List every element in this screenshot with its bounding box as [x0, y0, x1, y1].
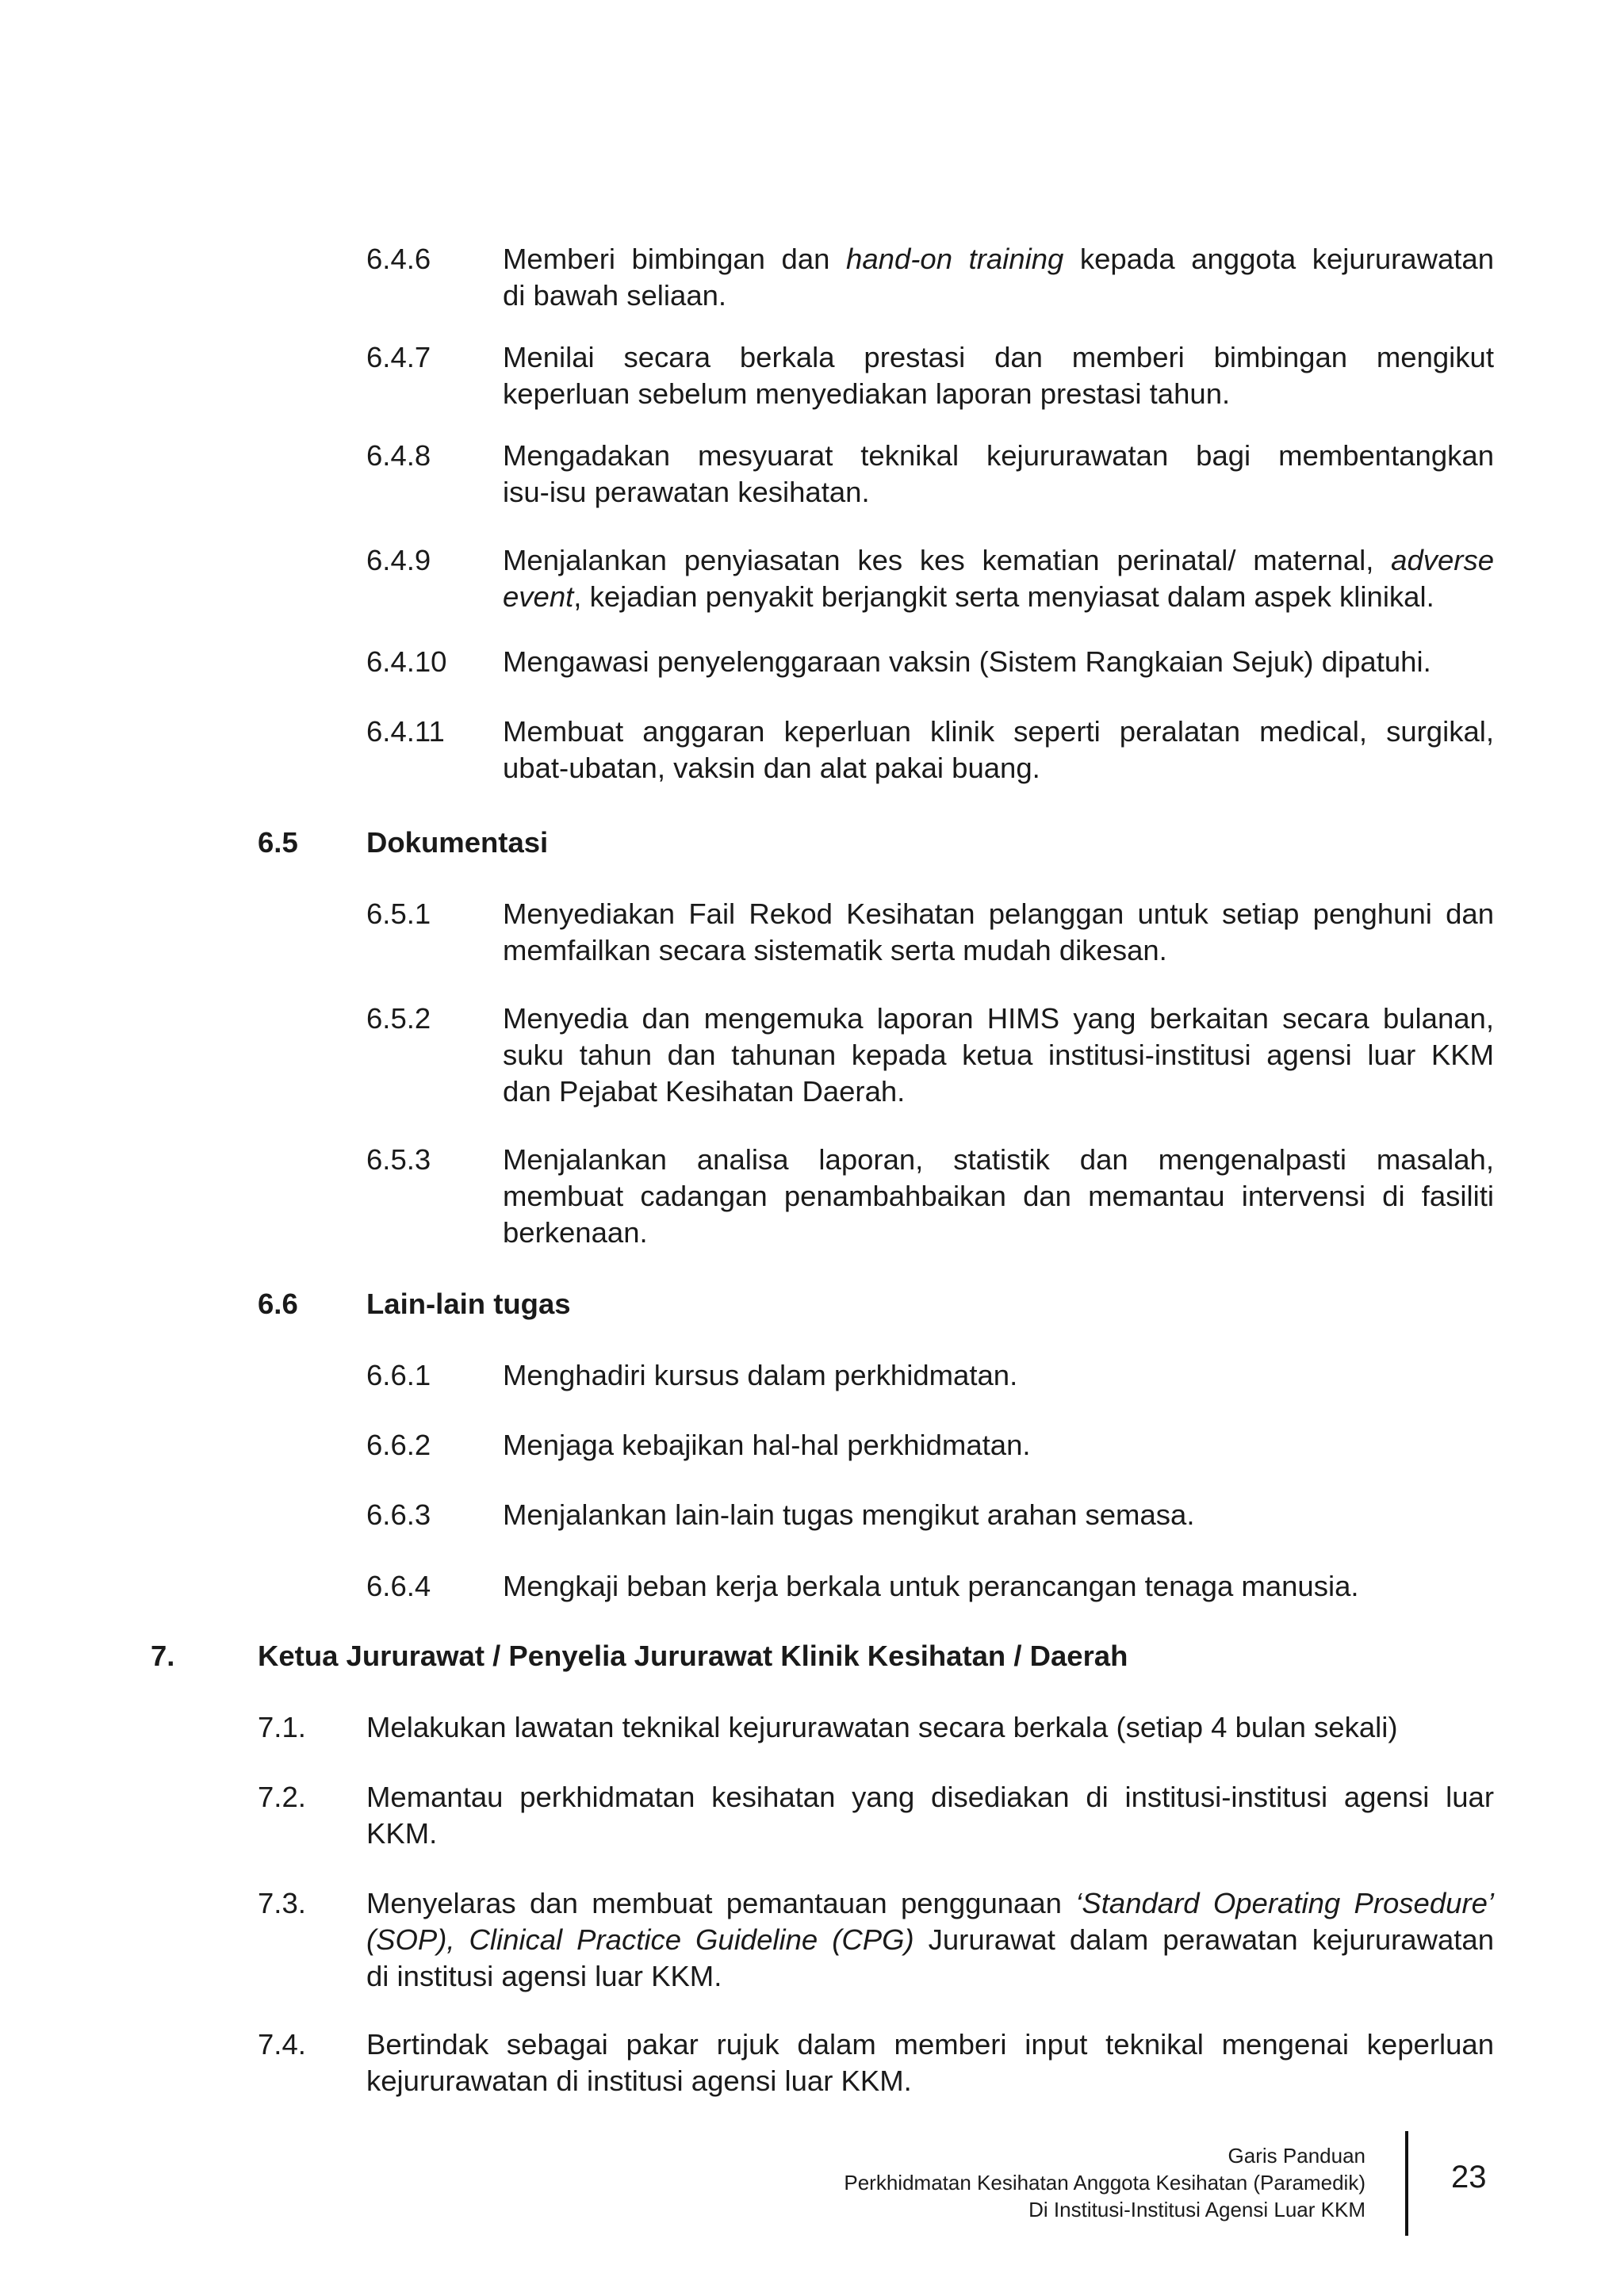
italic-segment: event — [503, 580, 574, 613]
text-line — [503, 750, 1494, 786]
page-number: 23 — [1451, 2160, 1487, 2195]
text-segment: Menyedia dan mengemuka laporan HIMS yang berkaitan secara bulanan, — [503, 1002, 1494, 1035]
item-text — [503, 714, 1494, 786]
italic-segment: hand-on training — [846, 243, 1064, 275]
text-segment: Menyediakan Fail Rekod Kesihatan pelanggan untuk setiap penghuni dan — [503, 897, 1494, 930]
item-number: 6.4.7 — [366, 341, 431, 373]
item-text — [366, 1779, 1494, 1852]
text-line — [503, 1142, 1494, 1178]
text-line — [503, 277, 1494, 314]
text-segment: ubat-ubatan, vaksin dan alat pakai buang. — [503, 752, 1040, 784]
text-segment: Menilai secara berkala prestasi dan memberi bimbingan mengikut — [503, 341, 1494, 373]
item-number: 6.4.8 — [366, 439, 431, 472]
text-segment: , kejadian penyakit berjangkit serta menyiasat dalam aspek klinikal. — [573, 580, 1434, 613]
text-segment: isu-isu perawatan kesihatan. — [503, 476, 870, 508]
text-segment: KKM. — [366, 1817, 438, 1850]
text-segment: di bawah seliaan. — [503, 279, 727, 312]
text-line — [503, 1427, 1494, 1464]
footer-divider — [1405, 2131, 1408, 2236]
item-text — [503, 1427, 1494, 1464]
text-segment: Jururawat dalam perawatan kejururawatan — [914, 1923, 1494, 1956]
text-segment: kepada anggota kejururawatan — [1063, 243, 1494, 275]
text-line — [503, 932, 1494, 969]
item-number: 7.2. — [258, 1781, 306, 1813]
text-line — [503, 1001, 1494, 1037]
text-line — [366, 1816, 1494, 1852]
text-segment: Menjaga kebajikan hal-hal perkhidmatan. — [503, 1429, 1031, 1461]
item-number: 6.4.9 — [366, 544, 431, 576]
text-line — [503, 1497, 1494, 1533]
text-segment: keperluan sebelum menyediakan laporan prestasi tahun. — [503, 377, 1231, 410]
item-text — [503, 1001, 1494, 1110]
item-text — [366, 1885, 1494, 1995]
item-text — [503, 339, 1494, 412]
section-title: Dokumentasi — [366, 826, 549, 859]
section-title: Ketua Jururawat / Penyelia Jururawat Klinik Kesihatan / Daerah — [258, 1640, 1128, 1672]
italic-segment: (SOP), Clinical Practice Guideline (CPG) — [366, 1923, 914, 1956]
item-number: 7.3. — [258, 1887, 306, 1919]
text-line — [503, 339, 1494, 376]
footer-line-2: Perkhidmatan Kesihatan Anggota Kesihatan (Paramedik) — [844, 2171, 1365, 2195]
footer-line-1: Garis Panduan — [1228, 2144, 1365, 2168]
italic-segment: ‘Standard Operating Prosedure’ — [1075, 1887, 1495, 1919]
text-segment: Mengawasi penyelenggaraan vaksin (Sistem Rangkaian Sejuk) dipatuhi. — [503, 645, 1431, 678]
text-segment: Menjalankan lain-lain tugas mengikut arahan semasa. — [503, 1498, 1195, 1531]
text-line — [366, 1922, 1494, 1958]
text-line — [503, 1073, 1494, 1110]
text-segment: Memberi bimbingan dan — [503, 243, 847, 275]
section-title: Lain-lain tugas — [366, 1288, 571, 1320]
item-number: 6.6.3 — [366, 1498, 431, 1531]
text-line — [366, 1958, 1494, 1995]
text-line — [503, 714, 1494, 750]
text-segment: memfailkan secara sistematik serta mudah dikesan. — [503, 934, 1167, 966]
text-segment: kejururawatan di institusi agensi luar KKM. — [366, 2064, 912, 2097]
item-text — [366, 2026, 1494, 2099]
text-line — [366, 1779, 1494, 1816]
item-number: 6.6.4 — [366, 1570, 431, 1602]
text-line — [366, 1885, 1494, 1922]
item-text — [503, 438, 1494, 511]
text-segment: berkenaan. — [503, 1216, 648, 1249]
text-line — [503, 1568, 1494, 1605]
text-segment: Bertindak sebagai pakar rujuk dalam memberi input teknikal mengenai keperluan — [366, 2028, 1494, 2061]
text-line — [366, 1709, 1494, 1746]
item-number: 6.4.6 — [366, 243, 431, 275]
item-number: 6.6.2 — [366, 1429, 431, 1461]
text-line — [503, 542, 1494, 579]
item-text — [503, 1357, 1494, 1394]
section-number: 6.6 — [258, 1288, 298, 1320]
text-segment: Mengkaji beban kerja berkala untuk perancangan tenaga manusia. — [503, 1570, 1359, 1602]
section-number: 6.5 — [258, 826, 298, 859]
item-number: 6.4.11 — [366, 715, 445, 748]
item-text — [503, 1497, 1494, 1533]
item-number: 7.4. — [258, 2028, 306, 2061]
footer-line-3: Di Institusi-Institusi Agensi Luar KKM — [1028, 2198, 1365, 2221]
italic-segment: adverse — [1391, 544, 1494, 576]
item-number: 6.6.1 — [366, 1359, 431, 1391]
text-line — [503, 438, 1494, 474]
footer-text — [652, 2142, 1365, 2223]
text-segment: membuat cadangan penambahbaikan dan memantau intervensi di fasiliti — [503, 1180, 1494, 1212]
text-segment: dan Pejabat Kesihatan Daerah. — [503, 1075, 906, 1108]
text-segment: di institusi agensi luar KKM. — [366, 1960, 722, 1992]
text-segment: Menyelaras dan membuat pemantauan penggunaan — [366, 1887, 1076, 1919]
text-segment: Menjalankan penyiasatan kes kes kematian perinatal/ maternal, — [503, 544, 1392, 576]
item-text — [503, 1142, 1494, 1251]
item-text — [503, 896, 1494, 969]
text-segment: Mengadakan mesyuarat teknikal kejururawatan bagi membentangkan — [503, 439, 1494, 472]
item-number: 6.5.2 — [366, 1002, 431, 1035]
text-line — [503, 1357, 1494, 1394]
item-text — [503, 241, 1494, 314]
text-segment: Membuat anggaran keperluan klinik seperti peralatan medical, surgikal, — [503, 715, 1494, 748]
item-text — [366, 1709, 1494, 1746]
text-line — [503, 644, 1494, 680]
item-text — [503, 542, 1494, 615]
item-number: 6.5.3 — [366, 1143, 431, 1176]
text-segment: suku tahun dan tahunan kepada ketua institusi-institusi agensi luar KKM — [503, 1039, 1494, 1071]
text-segment: Memantau perkhidmatan kesihatan yang disediakan di institusi-institusi agensi luar — [366, 1781, 1494, 1813]
text-line — [503, 896, 1494, 932]
text-line — [503, 376, 1494, 412]
item-text — [503, 1568, 1494, 1605]
text-segment: Menghadiri kursus dalam perkhidmatan. — [503, 1359, 1018, 1391]
item-text — [503, 644, 1494, 680]
text-line — [503, 241, 1494, 277]
text-line — [503, 579, 1494, 615]
item-number: 6.5.1 — [366, 897, 431, 930]
text-line — [366, 2063, 1494, 2099]
text-line — [503, 1178, 1494, 1215]
section-number: 7. — [151, 1640, 175, 1672]
text-line — [503, 1215, 1494, 1251]
item-number: 6.4.10 — [366, 645, 447, 678]
text-line — [503, 474, 1494, 511]
item-number: 7.1. — [258, 1711, 306, 1743]
text-segment: Menjalankan analisa laporan, statistik dan mengenalpasti masalah, — [503, 1143, 1494, 1176]
text-segment: Melakukan lawatan teknikal kejururawatan secara berkala (setiap 4 bulan sekali) — [366, 1711, 1398, 1743]
text-line — [366, 2026, 1494, 2063]
text-line — [503, 1037, 1494, 1073]
